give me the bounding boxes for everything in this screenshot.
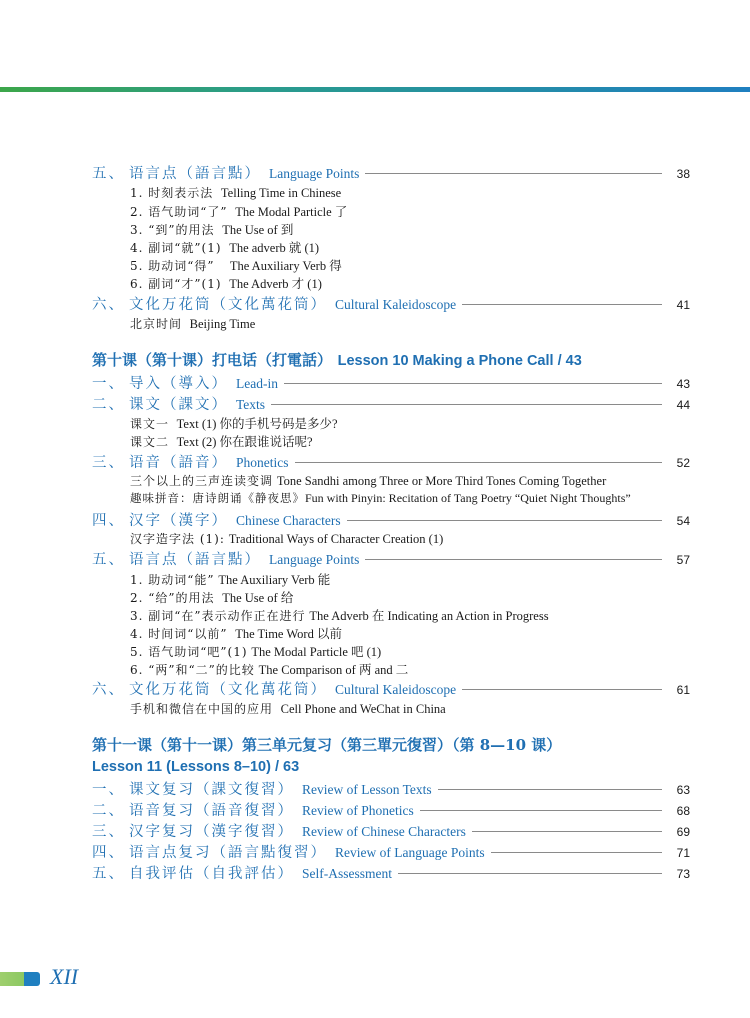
entry-title-en: Chinese Characters [236,513,341,528]
sub-item-zh: 2. 语气助词“了” [130,205,228,219]
toc-entry-review-texts[interactable] [92,778,690,798]
sub-item-zh: 3. 副词“在”表示动作正在进行 [130,609,306,623]
page-ref: 68 [676,804,690,818]
sub-item [130,490,631,508]
sub-item [130,606,549,624]
sub-item [130,184,341,202]
dot-leader [365,559,662,560]
sub-item-zh: 5. 语气助词“吧”(1) [130,645,248,659]
entry-title-en: Review of Lesson Texts [302,782,432,797]
dot-leader [284,383,662,384]
toc-entry-culture-10[interactable] [92,678,690,698]
page-ref: 69 [676,825,690,839]
sub-item-zh: 2. “给”的用法 [130,591,215,605]
sub-item-en: Tone Sandhi among Three or More Third Tones Coming Together [276,474,607,488]
sub-item [130,220,293,238]
toc-entry-review-characters[interactable] [92,820,690,840]
dot-leader [438,789,662,790]
sub-item [130,472,606,490]
sub-item-en: The Use of 给 [222,591,294,605]
entry-title-zh: 语言点（語言點） [129,552,261,568]
sub-item-en: The Modal Particle 吧 (1) [251,645,382,659]
dot-leader [491,852,662,853]
sub-item [130,202,347,220]
sub-item [130,530,443,548]
sub-item-en: The Modal Particle 了 [235,205,348,219]
toc-entry-culture-9[interactable] [92,293,690,313]
entry-title-zh: 语言点（語言點） [129,166,261,182]
entry-number: 五、 [92,552,125,568]
sub-item-en: Traditional Ways of Character Creation (1) [228,532,444,546]
sub-item [130,624,342,642]
sub-item [130,660,408,678]
top-rule [0,87,750,92]
entry-title-en: Cultural Kaleidoscope [335,297,457,312]
entry-title-zh: 文化万花筒（文化萬花筒） [129,682,327,698]
sub-item-en: The Auxiliary Verb 能 [218,573,331,587]
entry-title-en: Review of Language Points [335,845,485,860]
sub-item-en: The Adverb 在 Indicating an Action in Progress [309,609,549,623]
dot-leader [462,304,662,305]
entry-number: 三、 [92,455,125,471]
sub-item-en: The adverb 就 (1) [229,241,320,255]
sub-item [130,414,338,432]
toc-entry-phonetics[interactable] [92,451,690,471]
sub-item-zh: 4. 副词“就”(1) [130,241,222,255]
page-ref: 38 [676,167,690,181]
lesson-title-zh: 第十一课（第十一课）第三单元复习（第三單元復習）（第 8—10 课） [92,736,562,754]
sub-item-en: The Adverb 才 (1) [229,277,322,291]
page-ref: 52 [676,456,690,470]
sub-item-en: Text (1) 你的手机号码是多少? [176,417,338,431]
page-ref: 44 [676,398,690,412]
sub-item-en: Telling Time in Chinese [220,186,342,200]
entry-number: 三、 [92,824,125,840]
footer-color-bar [0,972,40,986]
entry-title-zh: 汉字复习（漢字復習） [129,824,294,840]
entry-title-zh: 语音复习（語音復習） [129,803,294,819]
page-ref: 41 [676,298,690,312]
sub-item-en: Fun with Pinyin: Recitation of Tang Poetry “Quiet Night Thoughts” [305,491,631,505]
dot-leader [472,831,662,832]
sub-item-zh: 北京时间 [130,317,183,331]
toc-entry-texts[interactable] [92,393,690,413]
entry-number: 六、 [92,297,125,313]
entry-number: 二、 [92,803,125,819]
entry-title-zh: 语言点复习（語言點復習） [129,845,327,861]
sub-item-zh: 1. 时刻表示法 [130,186,214,200]
entry-number: 六、 [92,682,125,698]
sub-item [130,238,319,256]
sub-item-en: Cell Phone and WeChat in China [280,702,446,716]
sub-item-en: The Auxiliary Verb 得 [229,259,342,273]
page-ref: 57 [676,553,690,567]
page-ref: 71 [676,846,690,860]
page-ref: 54 [676,514,690,528]
toc-entry-review-language-points[interactable] [92,841,690,861]
sub-item [130,642,381,660]
sub-item-en: The Comparison of 两 and 二 [258,663,409,677]
page-ref: 63 [676,783,690,797]
entry-title-zh: 文化万花筒（文化萬花筒） [129,297,327,313]
page-ref: 73 [676,867,690,881]
sub-item [130,256,342,274]
dot-leader [420,810,662,811]
dot-leader [365,173,662,174]
lesson-title-en: Lesson 10 Making a Phone Call / 43 [337,353,582,369]
toc-entry-lead-in[interactable] [92,372,690,392]
sub-item-en: Text (2) 你在跟谁说话呢? [176,435,313,449]
entry-title-en: Texts [236,397,266,412]
sub-item-zh: 3. “到”的用法 [130,223,215,237]
entry-title-en: Review of Phonetics [302,803,414,818]
sub-item-zh: 汉字造字法 (1): [130,532,225,546]
entry-number: 一、 [92,376,125,392]
lesson-11-heading[interactable] [92,734,561,755]
sub-item [130,588,293,606]
entry-number: 五、 [92,866,125,882]
entry-title-en: Review of Chinese Characters [302,824,466,839]
lesson-title-en: Lesson 11 (Lessons 8–10) / 63 [92,759,300,775]
entry-title-zh: 课文复习（課文復習） [129,782,294,798]
entry-title-zh: 导入（導入） [129,376,228,392]
sub-item [130,432,313,450]
entry-title-zh: 课文（課文） [129,397,228,413]
entry-title-en: Cultural Kaleidoscope [335,682,457,697]
sub-item-en: The Use of 到 [222,223,294,237]
sub-item-en: Beijing Time [189,317,256,331]
sub-item-en: The Time Word 以前 [235,627,342,641]
dot-leader [462,689,662,690]
sub-item-zh: 三个以上的三声连读变调 [130,474,274,488]
dot-leader [271,404,662,405]
entry-title-zh: 自我评估（自我評估） [129,866,294,882]
entry-title-en: Language Points [269,166,360,181]
entry-title-en: Lead-in [236,376,278,391]
entry-number: 四、 [92,845,125,861]
sub-item-zh: 4. 时间词“以前” [130,627,228,641]
entry-number: 二、 [92,397,125,413]
sub-item-zh: 课文二 [130,435,170,449]
entry-number: 五、 [92,166,125,182]
sub-item-zh: 6. 副词“才”(1) [130,277,222,291]
sub-item-zh: 趣味拼音：唐诗朗诵《静夜思》 [130,491,305,505]
sub-item-zh: 课文一 [130,417,170,431]
entry-title-en: Self-Assessment [302,866,392,881]
sub-item [130,700,446,718]
entry-number: 一、 [92,782,125,798]
lesson-title-zh: 第十课（第十课）打电话（打電話） [92,351,333,369]
sub-item-zh: 5. 助动词“得” [130,259,215,273]
sub-item [130,274,322,292]
page-ref: 61 [676,683,690,697]
sub-item [130,570,330,588]
toc-entry-review-phonetics[interactable] [92,799,690,819]
dot-leader [347,520,662,521]
sub-item-zh: 手机和微信在中国的应用 [130,702,274,716]
toc-entry-self-assessment[interactable] [92,862,690,882]
dot-leader [295,462,663,463]
toc-entry-language-points-10[interactable] [92,548,690,568]
entry-title-en: Phonetics [236,455,289,470]
page-number: XII [50,964,79,989]
page-ref: 43 [676,377,690,391]
sub-item [130,315,255,333]
entry-title-en: Language Points [269,552,360,567]
toc-entry-language-points-9[interactable] [92,162,690,182]
lesson-10-heading[interactable] [92,349,582,370]
toc-entry-chinese-characters[interactable] [92,509,690,529]
entry-title-zh: 汉字（漢字） [129,513,228,529]
entry-number: 四、 [92,513,125,529]
dot-leader [398,873,662,874]
lesson-11-heading-en[interactable] [92,756,299,775]
entry-title-zh: 语音（語音） [129,455,228,471]
sub-item-zh: 6. “两”和“二”的比较 [130,663,255,677]
sub-item-zh: 1. 助动词“能” [130,573,215,587]
